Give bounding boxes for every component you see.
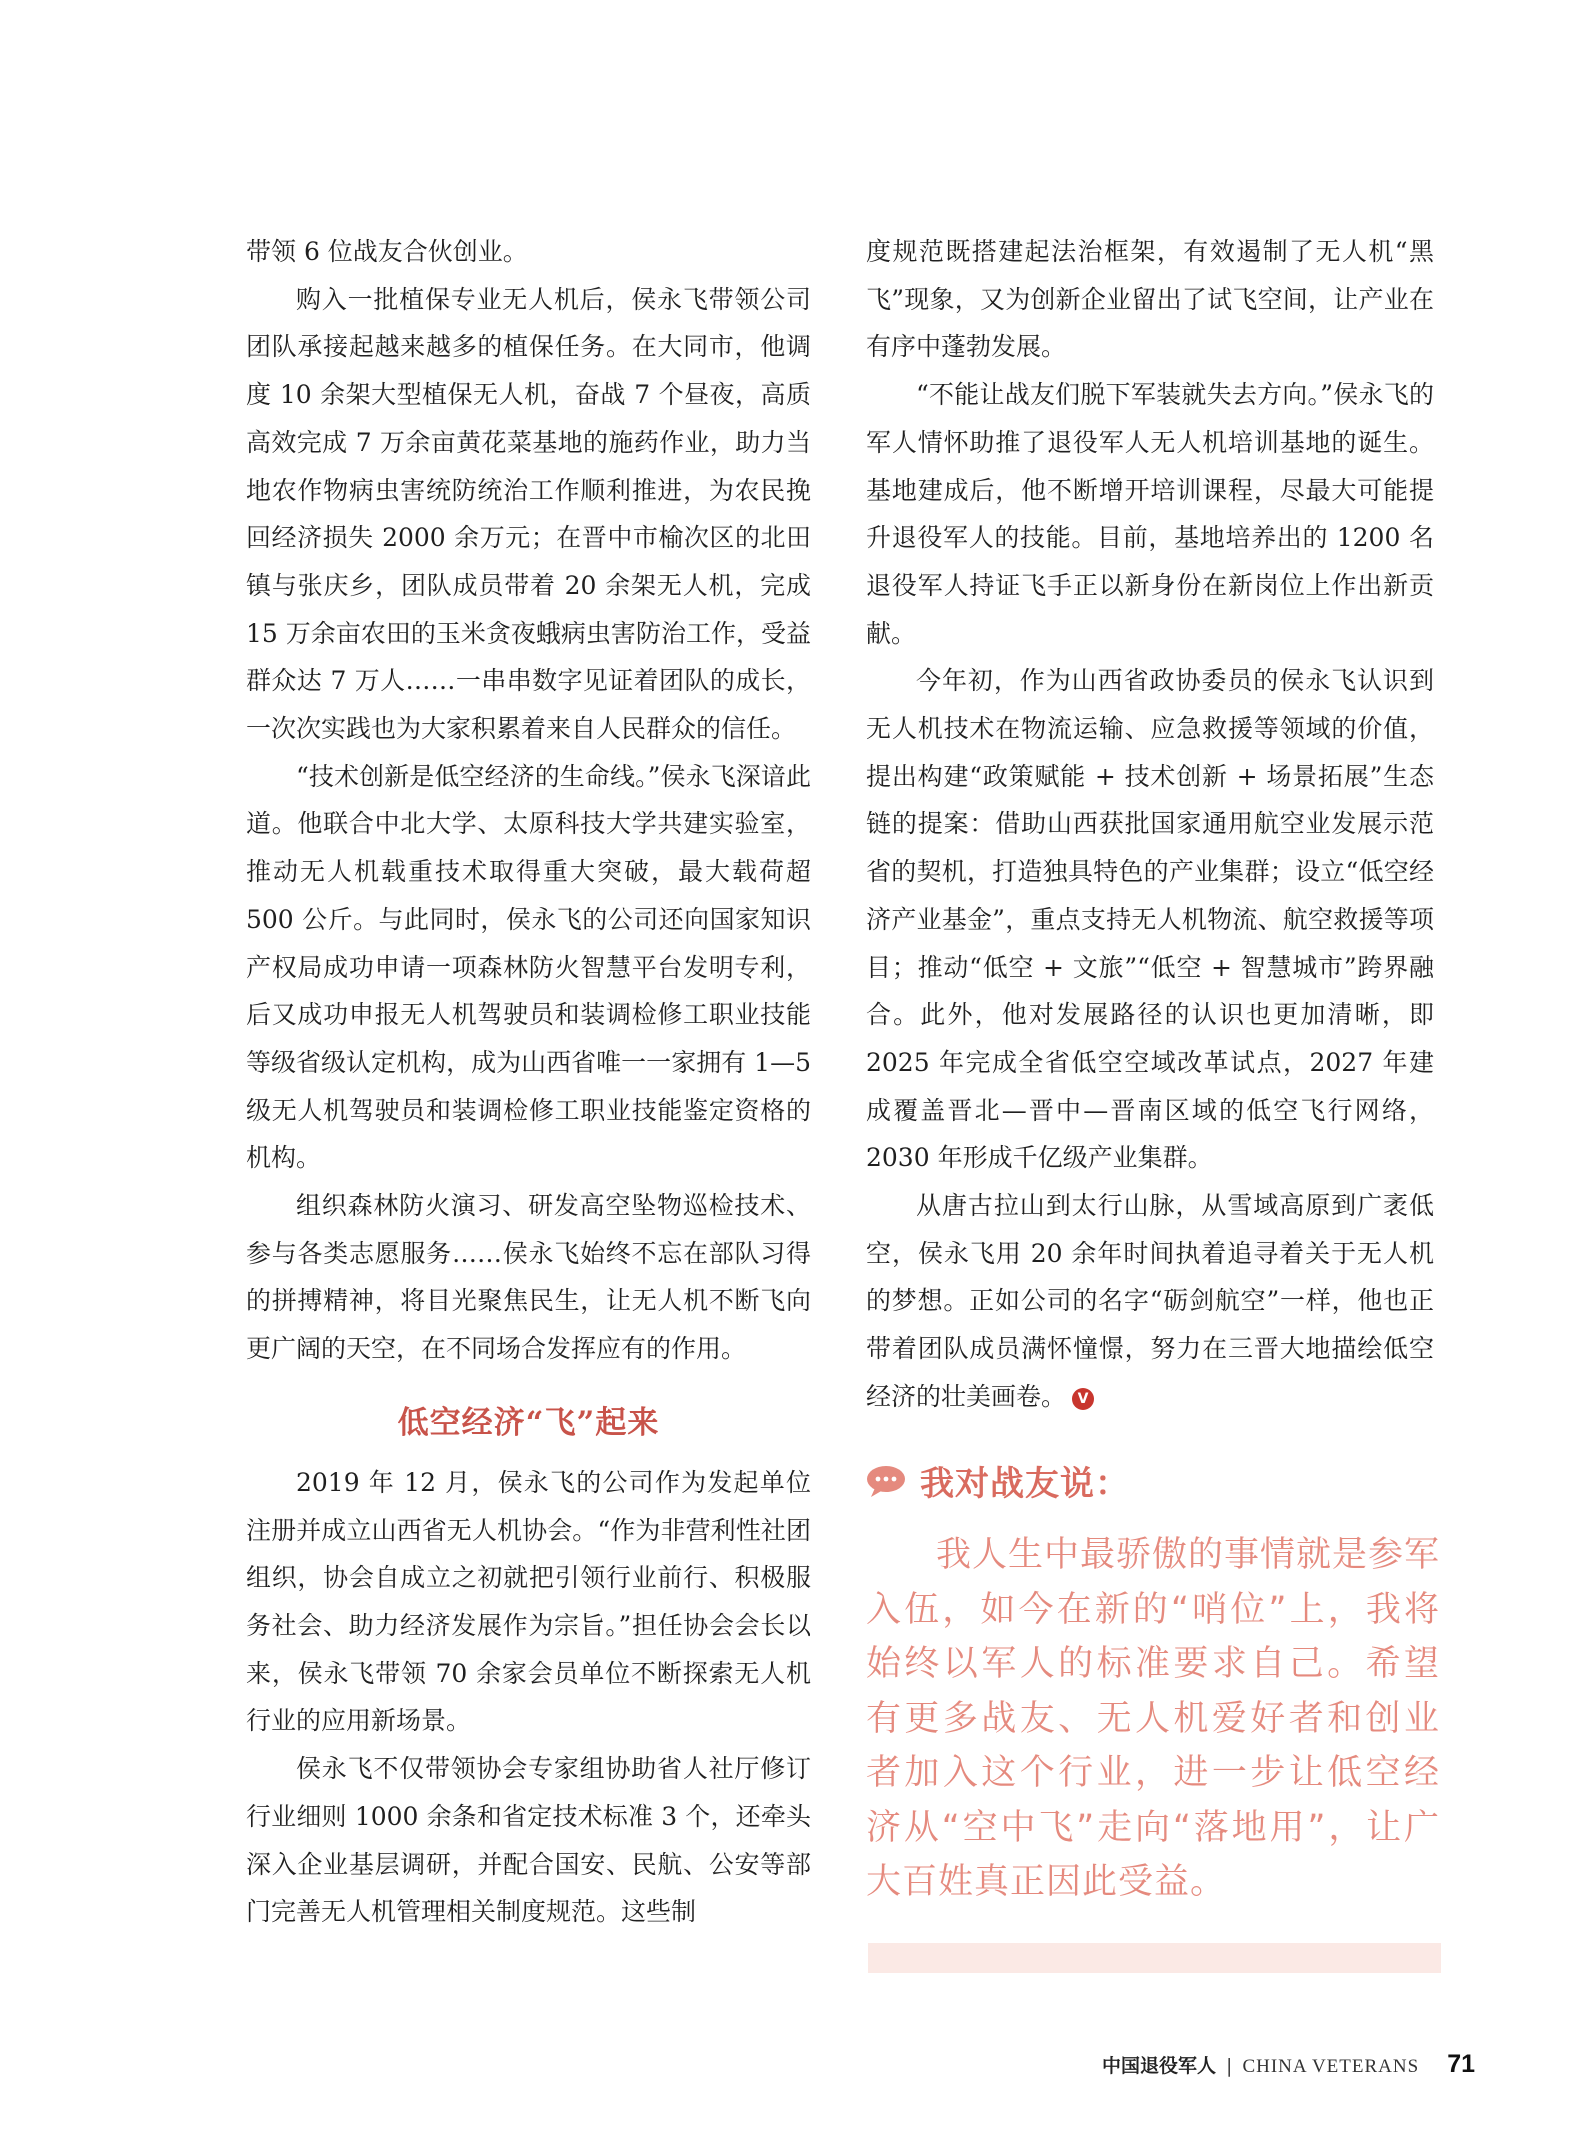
page-number: 71 [1447,2050,1475,2078]
body-paragraph: 2019 年 12 月，侯永飞的公司作为发起单位注册并成立山西省无人机协会。“作为非营利性社团组织，协会自成立之初就把引领行业前行、积极服务社会、助力经济发展作为宗旨。”担任协会会长以来，侯永飞带领 70 余家会员单位不断探索无人机行业的应用新场景。 [246,1467,811,1736]
page-footer [1102,2050,1475,2084]
magazine-name-cn: 中国退役军人 [1102,2055,1217,2077]
right-column [866,228,1434,1421]
end-mark-icon: V [1072,1388,1094,1410]
quote-header [866,1450,1440,1510]
magazine-name-en: CHINA VETERANS [1242,2056,1420,2077]
last-paragraph-text: 从唐古拉山到太行山脉，从雪域高原到广袤低空，侯永飞用 20 余年时间执着追寻着关于无人机的梦想。正如公司的名字“砺剑航空”一样，他也正带着团队成员满怀憧憬，努力在三晋大地描绘低空经济的壮美画卷。 [866,1191,1434,1411]
section-title: 低空经济“飞”起来 [397,1404,660,1441]
body-paragraph: 购入一批植保专业无人机后，侯永飞带领公司团队承接起越来越多的植保任务。在大同市，他调度 10 余架大型植保无人机，奋战 7 个昼夜，高质高效完成 7 万余亩黄花菜基地的施药作业，助力当地农作物病虫害统防统治工作顺利推进，为农民挽回经济损失 2000 余万元；在晋中市榆次区的北田镇与张庆乡，团队成员带着 20 余架无人机，完成 15 万余亩农田的玉米贪夜蛾病虫害防治工作，受益群众达 7 万人……一串串数字见证着团队的成长，一次次实践也为大家积累着来自人民群众的信任。 [246,284,811,744]
body-paragraph: 组织森林防火演习、研发高空坠物巡检技术、参与各类志愿服务……侯永飞始终不忘在部队习得的拼搏精神，将目光聚焦民生，让无人机不断飞向更广阔的天空，在不同场合发挥应有的作用。 [246,1191,811,1364]
body-paragraph: “不能让战友们脱下军装就失去方向。”侯永飞的军人情怀助推了退役军人无人机培训基地的诞生。基地建成后，他不断增开培训课程，尽最大可能提升退役军人的技能。目前，基地培养出的 1200 名退役军人持证飞手正以新身份在新岗位上作出新贡献。 [866,380,1434,648]
footer-separator: | [1226,2055,1233,2077]
quote-text: 我人生中最骄傲的事情就是参军入伍，如今在新的“哨位”上，我将始终以军人的标准要求自己。希望有更多战友、无人机爱好者和创业者加入这个行业，进一步让低空经济从“空中飞”走向“落地用”，让广大百姓真正因此受益。 [866,1535,1441,1902]
quote-box [866,1450,1440,1910]
body-paragraph: 度规范既搭建起法治框架，有效遏制了无人机“黑飞”现象，又为创新企业留出了试飞空间，让产业在有序中蓬勃发展。 [866,237,1434,362]
quote-bottom-bar [868,1943,1441,1973]
body-paragraph: 带领 6 位战友合伙创业。 [246,237,528,266]
body-paragraph: 今年初，作为山西省政协委员的侯永飞认识到无人机技术在物流运输、应急救援等领域的价值，提出构建“政策赋能 + 技术创新 + 场景拓展”生态链的提案：借助山西获批国家通用航空业发展示范省的契机，打造独具特色的产业集群；设立“低空经济产业基金”，重点支持无人机物流、航空救援等项目；推动“低空 + 文旅”“低空 + 智慧城市”跨界融合。此外，他对发展路径的认识也更加清晰，即 2025 年完成全省低空空域改革试点，2027 年建成覆盖晋北—晋中—晋南区域的低空飞行网络，2030 年形成千亿级产业集群。 [866,666,1434,1173]
speech-bubble-icon [866,1464,906,1496]
body-paragraph: “技术创新是低空经济的生命线。”侯永飞深谙此道。他联合中北大学、太原科技大学共建实验室，推动无人机载重技术取得重大突破，最大载荷超 500 公斤。与此同时，侯永飞的公司还向国家知识产权局成功申请一项森林防火智慧平台发明专利，后又成功申报无人机驾驶员和装调检修工职业技能等级省级认定机构，成为山西省唯一一家拥有 1—5 级无人机驾驶员和装调检修工职业技能鉴定资格的机构。 [246,761,811,1173]
body-paragraph-last [866,1182,1434,1421]
body-paragraph: 侯永飞不仅带领协会专家组协助省人社厅修订行业细则 1000 余条和省定技术标准 3 个，还牵头深入企业基层调研，并配合国安、民航、公安等部门完善无人机管理相关制度规范。这些制 [246,1754,811,1927]
quote-title: 我对战友说： [920,1463,1130,1504]
left-column [246,228,811,1936]
